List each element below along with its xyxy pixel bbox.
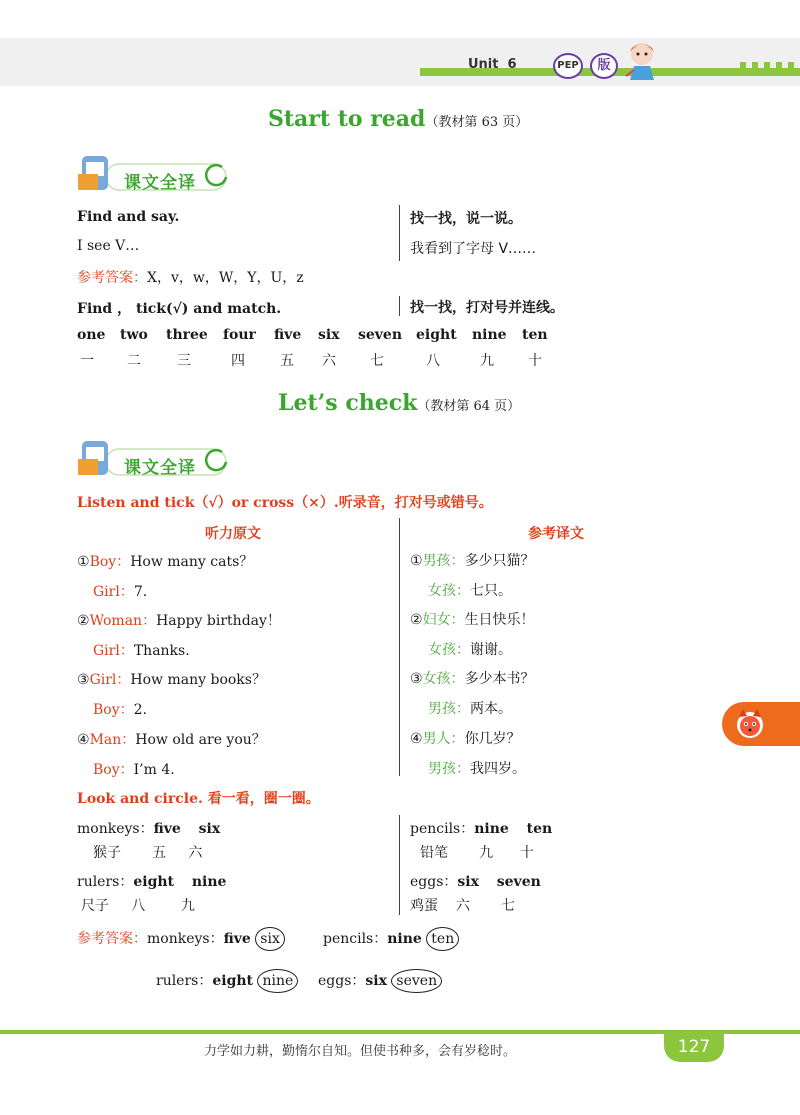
translation-line xyxy=(410,550,535,570)
dialog-number: ③ xyxy=(410,671,423,687)
circled-answer: seven xyxy=(391,969,442,993)
item-cn: 尺子 xyxy=(81,898,109,914)
translation-line xyxy=(410,728,521,748)
section-title-start-to-read xyxy=(268,106,528,132)
edition-badge: 版 xyxy=(590,53,618,79)
dialog-text: 7. xyxy=(133,584,148,600)
column-divider-1 xyxy=(399,205,400,261)
section-title-lets-check xyxy=(278,390,520,416)
option-a: eight xyxy=(133,874,175,890)
translation-text: 你几岁？ xyxy=(464,731,521,747)
dialog-text: How many books？ xyxy=(130,672,266,688)
look-en: Look and circle. xyxy=(77,791,203,807)
find-tick-match-en: Find ， tick(√) and match. xyxy=(77,301,282,317)
girl-mascot-icon xyxy=(618,36,666,84)
number-en: nine xyxy=(472,327,507,343)
speaker: Man： xyxy=(89,732,136,748)
dialog-number: ④ xyxy=(77,732,90,748)
translation-badge-label: 课文全译 xyxy=(124,458,196,478)
fox-icon xyxy=(733,707,767,741)
number-cn: 四 xyxy=(231,353,245,369)
item-monkeys-cn xyxy=(93,842,202,862)
speaker-cn: 女孩： xyxy=(422,671,465,687)
number-en: three xyxy=(166,327,208,343)
option-a: five xyxy=(153,821,181,837)
i-see-v-en: I see V… xyxy=(77,238,140,254)
translation-text: 两本。 xyxy=(470,701,512,717)
dialog-line xyxy=(77,669,266,689)
dialog-line xyxy=(93,759,175,779)
item-pencils xyxy=(410,818,552,838)
number-en: six xyxy=(318,327,340,343)
option-b-cn: 七 xyxy=(500,898,515,914)
number-cn: 一 xyxy=(80,353,94,369)
item-cn: 鸡蛋 xyxy=(410,898,438,914)
option-b-cn: 九 xyxy=(180,898,195,914)
number-cn: 八 xyxy=(426,353,440,369)
answer-option: eight xyxy=(212,973,254,989)
number-en: one xyxy=(77,327,106,343)
footer-motto: 力学如力耕，勤惰尔自知。但使书种多，会有岁稔时。 xyxy=(204,1044,517,1059)
number-en: two xyxy=(120,327,148,343)
look-cn: 看一看，圈一圈。 xyxy=(207,791,320,807)
header-band xyxy=(0,38,800,86)
speaker-cn: 男孩： xyxy=(428,701,470,717)
speaker-cn: 妇女： xyxy=(422,612,465,628)
dialog-line xyxy=(93,640,190,660)
option-a-cn: 六 xyxy=(455,898,470,914)
translation-text: 多少本书？ xyxy=(464,671,535,687)
column-divider-4 xyxy=(399,815,400,915)
answer-label: 参考答案： xyxy=(77,270,147,286)
option-b: six xyxy=(198,821,221,837)
look-and-circle-instruction xyxy=(77,788,320,808)
title-text: Let’s check xyxy=(278,390,418,416)
answer-item-label: monkeys： xyxy=(147,931,224,947)
item-monkeys xyxy=(77,818,220,838)
column-header-original: 听力原文 xyxy=(205,526,261,542)
speaker: Girl： xyxy=(93,584,134,600)
option-a: six xyxy=(457,874,479,890)
dialog-text: Thanks. xyxy=(133,643,190,659)
instruction-en: Listen and tick（√）or cross（×）. xyxy=(77,495,339,511)
dialog-text: 2. xyxy=(133,702,147,718)
item-cn: 铅笔 xyxy=(420,845,448,861)
reference-answer-2 xyxy=(77,927,285,951)
find-and-say-en: Find and say. xyxy=(77,209,180,225)
find-tick-match-cn: 找一找，打对号并连线。 xyxy=(410,300,564,316)
number-cn: 五 xyxy=(280,353,294,369)
answer-eggs xyxy=(318,969,442,993)
listen-instruction xyxy=(77,492,493,512)
number-cn: 十 xyxy=(528,353,542,369)
number-cn: 三 xyxy=(177,353,191,369)
item-rulers-cn xyxy=(81,895,195,915)
dialog-line xyxy=(77,551,253,571)
dialog-line xyxy=(77,729,266,749)
dialog-number: ④ xyxy=(410,731,423,747)
answer-item-label: pencils： xyxy=(323,931,388,947)
speaker: Girl： xyxy=(89,672,131,688)
item-cn: 猴子 xyxy=(93,845,121,861)
answer-rulers xyxy=(156,969,298,993)
speaker-cn: 女孩： xyxy=(428,583,470,599)
speaker-cn: 男孩： xyxy=(428,761,470,777)
option-b: ten xyxy=(526,821,553,837)
answer-letters: X，v，w，W，Y，U，z xyxy=(147,270,304,286)
instruction-cn: 听录音，打对号或错号。 xyxy=(338,495,493,511)
option-b-cn: 六 xyxy=(188,845,203,861)
translation-line xyxy=(428,580,512,600)
translation-line xyxy=(410,609,535,629)
translation-text: 七只。 xyxy=(470,583,512,599)
dialog-line xyxy=(77,610,281,630)
textbook-ref: （教材第 63 页） xyxy=(425,115,529,130)
option-a-cn: 五 xyxy=(152,845,167,861)
answer-option: five xyxy=(223,931,251,947)
textbook-ref: （教材第 64 页） xyxy=(417,399,521,414)
translation-text: 谢谢。 xyxy=(470,642,512,658)
translation-badge xyxy=(76,152,238,196)
item-label: pencils： xyxy=(410,821,475,837)
speaker-cn: 男孩： xyxy=(422,553,465,569)
answer-item-label: eggs： xyxy=(318,973,366,989)
dialog-text: Happy birthday！ xyxy=(156,613,281,629)
item-label: eggs： xyxy=(410,874,458,890)
speaker: Boy： xyxy=(93,762,134,778)
speaker-cn: 女孩： xyxy=(428,642,470,658)
answer-item-label: rulers： xyxy=(156,973,213,989)
option-a-cn: 九 xyxy=(479,845,494,861)
answer-pencils xyxy=(323,927,459,951)
dialog-number: ② xyxy=(410,612,423,628)
dialog-line xyxy=(93,581,147,601)
i-see-v-cn: 我看到了字母 V…… xyxy=(410,241,537,257)
translation-line xyxy=(410,668,535,688)
option-a: nine xyxy=(474,821,509,837)
item-eggs-cn xyxy=(410,895,515,915)
reference-answer-1 xyxy=(77,267,304,287)
title-text: Start to read xyxy=(268,106,426,132)
circled-answer: ten xyxy=(426,927,459,951)
number-en: eight xyxy=(416,327,457,343)
page-number: 127 xyxy=(664,1032,724,1062)
column-header-translation: 参考译文 xyxy=(528,526,584,542)
column-divider-3 xyxy=(399,518,400,776)
translation-badge xyxy=(76,437,238,481)
number-en: four xyxy=(223,327,256,343)
translation-line xyxy=(428,698,512,718)
item-label: monkeys： xyxy=(77,821,154,837)
dialog-number: ① xyxy=(410,553,423,569)
dialog-text: How old are you？ xyxy=(135,732,266,748)
dialog-line xyxy=(93,699,147,719)
dialog-number: ① xyxy=(77,554,90,570)
speaker: Boy： xyxy=(89,554,131,570)
unit-label: Unit 6 xyxy=(468,57,517,72)
option-b: seven xyxy=(496,874,541,890)
speaker: Boy： xyxy=(93,702,134,718)
translation-text: 多少只猫？ xyxy=(464,553,535,569)
number-cn: 九 xyxy=(480,353,494,369)
column-divider-2 xyxy=(399,296,400,316)
item-label: rulers： xyxy=(77,874,134,890)
dialog-text: I’m 4. xyxy=(133,762,175,778)
speaker-cn: 男人： xyxy=(422,731,465,747)
item-eggs xyxy=(410,871,541,891)
pep-badge: PEP xyxy=(553,53,583,79)
number-cn: 二 xyxy=(127,353,141,369)
answer-option: six xyxy=(365,973,387,989)
dialog-text: How many cats？ xyxy=(130,554,254,570)
option-b: nine xyxy=(191,874,227,890)
circled-answer: six xyxy=(255,927,285,951)
dialog-number: ③ xyxy=(77,672,90,688)
number-en: five xyxy=(274,327,302,343)
number-en: seven xyxy=(358,327,403,343)
find-and-say-cn: 找一找，说一说。 xyxy=(410,211,522,227)
translation-line xyxy=(428,639,512,659)
answer-label: 参考答案： xyxy=(77,931,147,947)
number-cn: 七 xyxy=(370,353,384,369)
number-en: ten xyxy=(522,327,548,343)
dialog-number: ② xyxy=(77,613,90,629)
option-b-cn: 十 xyxy=(519,845,534,861)
item-pencils-cn xyxy=(420,842,534,862)
translation-line xyxy=(428,758,526,778)
item-rulers xyxy=(77,871,226,891)
answer-option: nine xyxy=(387,931,422,947)
translation-text: 我四岁。 xyxy=(470,761,526,777)
translation-text: 生日快乐！ xyxy=(464,612,535,628)
option-a-cn: 八 xyxy=(131,898,146,914)
number-cn: 六 xyxy=(322,353,336,369)
speaker: Woman： xyxy=(89,613,157,629)
speaker: Girl： xyxy=(93,643,134,659)
translation-badge-label: 课文全译 xyxy=(124,173,196,193)
circled-answer: nine xyxy=(257,969,298,993)
header-checker xyxy=(740,62,800,76)
